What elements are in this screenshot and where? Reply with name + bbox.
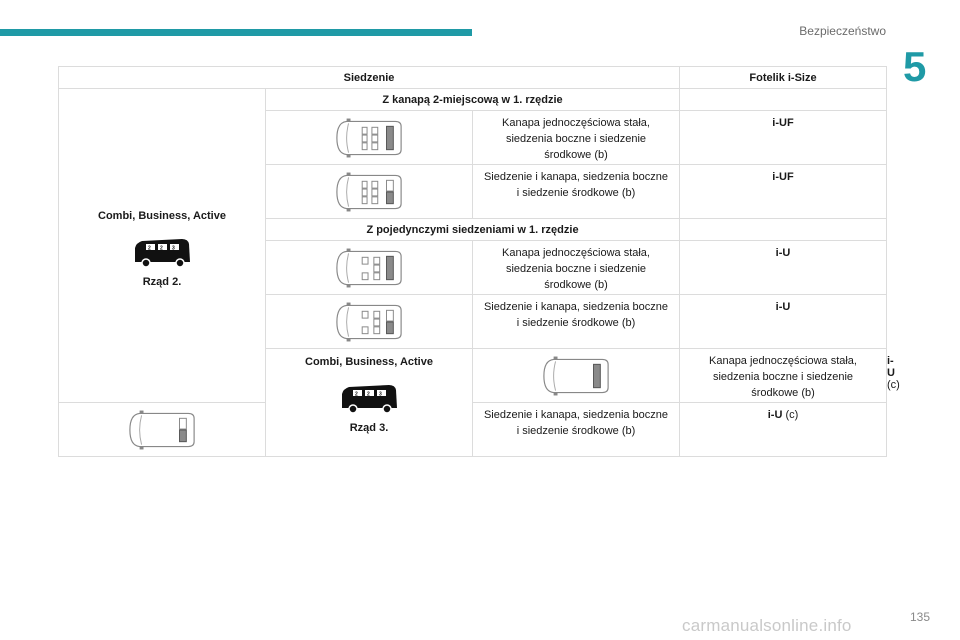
isize-value: i-U — [775, 301, 791, 313]
page-number: 135 — [909, 610, 930, 624]
model-label: Combi, Business, Active — [305, 356, 433, 368]
row-description: Kanapa jednoczęściowa stała, — [502, 117, 650, 129]
row-description: siedzenia boczne i siedzenie — [712, 371, 854, 383]
isize-value: i-U — [887, 355, 895, 379]
chapter-number: 5 — [903, 43, 927, 90]
row-description: środkowe (b) — [544, 149, 608, 161]
row-group-2 — [59, 89, 266, 403]
isize-value: i-U — [775, 247, 791, 259]
row-description: Siedzenie i kanapa, siedzenia boczne — [483, 409, 669, 421]
row-description: Siedzenie i kanapa, siedzenia boczne — [483, 301, 669, 313]
subheader-bench: Z kanapą 2-miejscową w 1. rzędzie — [266, 89, 680, 111]
row-description: i siedzenie środkowe (b) — [516, 425, 636, 437]
van-side-icon — [339, 382, 399, 414]
subheader-single: Z pojedynczymi siedzeniami w 1. rzędzie — [266, 219, 680, 241]
row-description: Siedzenie i kanapa, siedzenia boczne — [483, 171, 669, 183]
row-description: środkowe (b) — [751, 387, 815, 399]
child-seat-table — [58, 66, 900, 457]
seat-layout-top-view-icon — [126, 410, 198, 450]
row-description: i siedzenie środkowe (b) — [516, 317, 636, 329]
watermark: carmanualsonline.info — [682, 616, 852, 635]
van-side-icon — [132, 236, 192, 268]
model-label: Combi, Business, Active — [98, 210, 226, 222]
seat-layout-top-view-icon — [540, 356, 612, 396]
seat-layout-top-view-icon — [333, 172, 405, 212]
column-header-seat: Siedzenie — [59, 67, 680, 89]
row-description: Kanapa jednoczęściowa stała, — [502, 247, 650, 259]
row-description: i siedzenie środkowe (b) — [516, 187, 636, 199]
subheader-empty — [680, 89, 887, 111]
row-label: Rząd 3. — [349, 422, 389, 434]
row-description: siedzenia boczne i siedzenie — [505, 133, 647, 145]
row-label: Rząd 2. — [142, 276, 182, 288]
isize-value: i-U — [767, 409, 783, 421]
table-row: Combi, Business, Active Rząd 3. Kanapa jednoczęściowa stała, siedzenia boczne i siedzenie środkowe (b) i-U (c) — [59, 349, 887, 403]
isize-value: i-UF — [772, 171, 794, 183]
row-description: siedzenia boczne i siedzenie — [505, 263, 647, 275]
row-description: środkowe (b) — [544, 279, 608, 291]
subheader-empty — [680, 219, 887, 241]
table-row: Siedzenie i kanapa, siedzenia boczne i siedzenie środkowe (b) i-U (c) — [59, 403, 887, 457]
row-description: Kanapa jednoczęściowa stała, — [709, 355, 857, 367]
column-header-isize: Fotelik i-Size — [680, 67, 887, 89]
header-accent-bar — [0, 29, 472, 36]
seat-layout-top-view-icon — [333, 302, 405, 342]
row-group-3 — [266, 349, 473, 457]
seat-layout-top-view-icon — [333, 248, 405, 288]
seat-layout-top-view-icon — [333, 118, 405, 158]
page-section-title: Bezpieczeństwo — [799, 24, 886, 38]
isize-value: i-UF — [772, 117, 794, 129]
